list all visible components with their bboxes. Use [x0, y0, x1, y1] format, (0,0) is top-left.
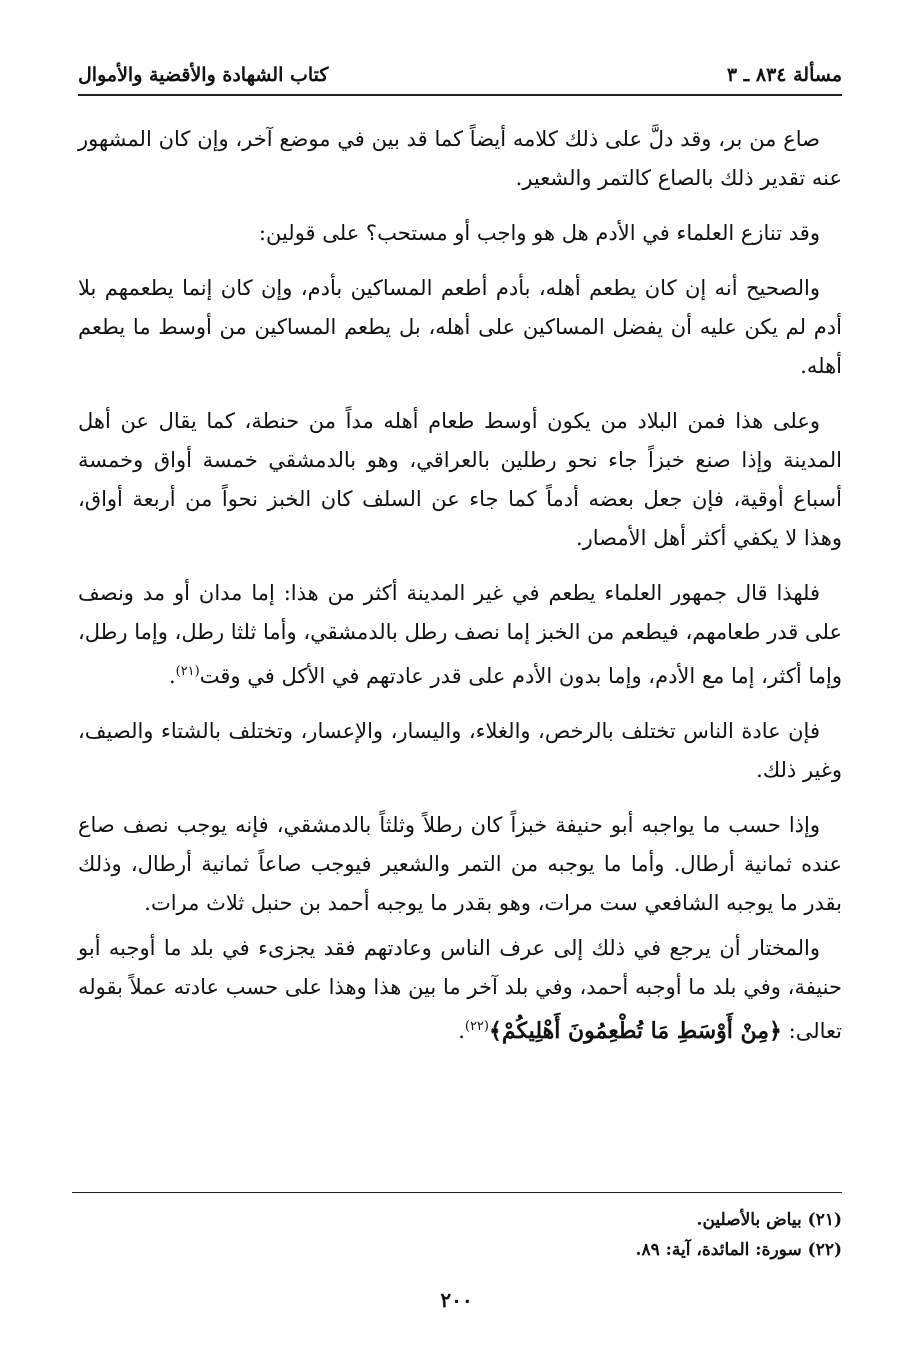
paragraph [78, 402, 842, 558]
quran-verse: ﴿مِنْ أَوْسَطِ مَا تُطْعِمُونَ أَهْلِيكُمْ﴾ [489, 1018, 782, 1044]
paragraph-text: وإذا حسب ما يواجبه أبو حنيفة خبزاً كان رطلاً وثلثاً بالدمشقي، فإنه يوجب نصف صاع عنده ثمانية أرطال. وأما ما يوجبه من التمر والشعير فيوجب صاعاً ثمانية أرطال، وذلك بقدر ما يوجبه الشافعي ست مرات، وهو بقدر ما يوجبه أحمد بن حنبل ثلاث مرات. [78, 813, 842, 915]
issue-label: مسألة ٨٣٤ ـ ٣ [726, 64, 842, 86]
footnote-reference: (٢٢) [464, 1019, 489, 1034]
paragraph-end: . [168, 664, 176, 688]
paragraph [78, 269, 842, 386]
paragraph-text: والمختار أن يرجع في ذلك إلى عرف الناس وعادتهم فقد يجزىء في بلد ما أوجبه أبو حنيفة، وفي بلد ما أوجبه أحمد، وفي بلد آخر ما بين هذا وهذا على حسب عادته عملاً بقوله تعالى: [78, 936, 842, 1043]
paragraph-text: وقد تنازع العلماء في الأدم هل هو واجب أو مستحب؟ على قولين: [258, 221, 820, 245]
paragraph [78, 806, 842, 923]
paragraph-text: فإن عادة الناس تختلف بالرخص، والغلاء، واليسار، والإعسار، وتختلف بالشتاء والصيف، وغير ذلك. [78, 719, 842, 782]
book-title: كتاب الشهادة والأقضية والأموال [78, 64, 329, 86]
paragraph-text: وعلى هذا فمن البلاد من يكون أوسط طعام أهله مداً من حنطة، كما يقال عن أهل المدينة وإذا صنع خبزاً جاء نحو رطلين بالعراقي، وهو بالدمشقي خمسة أواق وخمسة أسباع أوقية، فإن جعل بعضه أدماً كما جاء عن السلف كان الخبز نحواً من أربعة أواق، وهذا لا يكفي أكثر أهل الأمصار. [78, 409, 842, 550]
footnote: (٢١) بياض بالأصلين. [696, 1210, 842, 1230]
footnote-divider [72, 1192, 842, 1193]
paragraph [78, 712, 842, 790]
main-text [78, 120, 842, 1067]
page-number: ٢٠٠ [440, 1288, 473, 1312]
footnote: (٢٢) سورة: المائدة، آية: ٨٩. [635, 1240, 842, 1260]
footnote-reference: (٢١) [175, 664, 200, 679]
paragraph [78, 120, 842, 198]
paragraph-text: صاع من بر، وقد دلَّ على ذلك كلامه أيضاً كما قد بين في موضع آخر، وإن كان المشهور عنه تقدير ذلك بالصاع كالتمر والشعير. [78, 127, 842, 190]
paragraph-end: . [458, 1019, 465, 1043]
paragraph [78, 214, 842, 253]
header-divider [78, 94, 842, 96]
paragraph-text: والصحيح أنه إن كان يطعم أهله، بأدم أطعم المساكين بأدم، وإن كان إنما يطعمهم بلا أدم لم يكن عليه أن يفضل المساكين على أهله، بل يطعم المساكين من أوسط ما يطعم أهله. [78, 276, 842, 378]
paragraph-text: فلهذا قال جمهور العلماء يطعم في غير المدينة أكثر من هذا: إما مدان أو مد ونصف على قدر طعامهم، فيطعم من الخبز إما نصف رطل بالدمشقي، وأما ثلثا رطل، وإما رطل، وإما أكثر، إما مع الأدم، وإما بدون الأدم على قدر عادتهم في الأكل في وقت [78, 581, 842, 688]
paragraph [78, 574, 842, 696]
paragraph [78, 929, 842, 1051]
running-header [78, 56, 842, 86]
footnotes [78, 1205, 842, 1265]
